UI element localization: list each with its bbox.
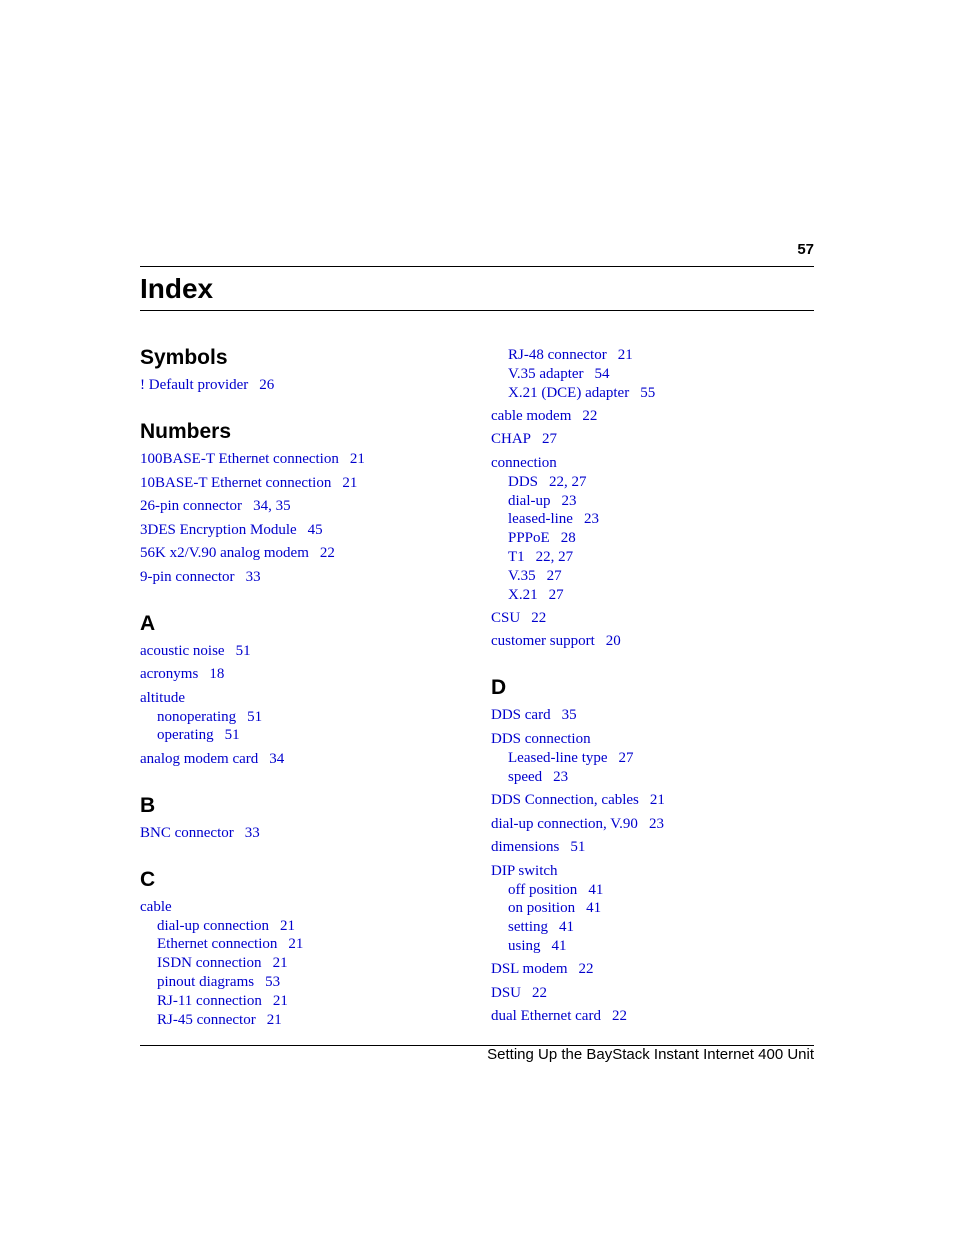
index-entry[interactable]: DDS card 35 [491, 707, 577, 724]
index-subentry[interactable]: dial-up 23 [508, 492, 577, 509]
section-heading-d: D [491, 676, 507, 700]
index-subentry[interactable]: using 41 [508, 937, 567, 954]
section-heading-c: C [140, 867, 156, 891]
index-subentry[interactable]: leased-line 23 [508, 511, 599, 528]
index-subentry[interactable]: setting 41 [508, 919, 574, 936]
index-subentry[interactable]: dial-up connection 21 [157, 917, 296, 934]
section-heading-symbols: Symbols [140, 346, 228, 369]
index-entry-parent[interactable]: DIP switch [491, 862, 558, 879]
index-subentry[interactable]: X.21 (DCE) adapter 55 [508, 384, 656, 401]
index-entry[interactable]: customer support 20 [491, 633, 621, 650]
index-subentry[interactable]: DDS 22, 27 [508, 473, 587, 490]
index-entry[interactable]: cable modem 22 [491, 407, 598, 424]
index-entry[interactable]: 100BASE-T Ethernet connection 21 [140, 451, 365, 467]
index-entry[interactable]: acronyms 18 [140, 666, 225, 682]
index-subentry[interactable]: speed 23 [508, 768, 569, 785]
index-subentry[interactable]: X.21 27 [508, 586, 564, 603]
index-entry[interactable]: CSU 22 [491, 609, 547, 626]
section-heading-b: B [140, 793, 156, 817]
index-entry-parent[interactable]: altitude [140, 689, 185, 706]
index-entry[interactable]: 26-pin connector 34, 35 [140, 498, 291, 514]
index-entry[interactable]: ! Default provider 26 [140, 377, 275, 393]
index-right-column [491, 346, 811, 1026]
title-top-rule [140, 266, 814, 267]
index-entry-parent[interactable]: DDS connection [491, 730, 591, 747]
index-entry[interactable]: DSU 22 [491, 984, 548, 1001]
index-subentry[interactable]: V.35 27 [508, 567, 562, 584]
index-subentry[interactable]: nonoperating 51 [157, 708, 263, 725]
footer-title: Setting Up the BayStack Instant Internet 400 Unit [487, 1046, 814, 1063]
index-subentry[interactable]: on position 41 [508, 900, 602, 917]
index-left-column [140, 338, 460, 1029]
index-subentry[interactable]: RJ-48 connector 21 [508, 347, 633, 363]
index-entry[interactable]: 56K x2/V.90 analog modem 22 [140, 545, 335, 561]
index-entry[interactable]: 10BASE-T Ethernet connection 21 [140, 474, 358, 491]
index-subentry[interactable]: RJ-45 connector 21 [157, 1011, 282, 1028]
index-subentry[interactable]: V.35 adapter 54 [508, 365, 610, 382]
index-entry[interactable]: DSL modem 22 [491, 961, 594, 978]
index-entry[interactable]: CHAP 27 [491, 431, 558, 448]
index-entry[interactable]: dimensions 51 [491, 839, 586, 856]
index-entry-parent[interactable]: connection [491, 454, 557, 471]
section-heading-a: A [140, 611, 156, 635]
index-entry[interactable]: dial-up connection, V.90 23 [491, 815, 664, 832]
index-entry-parent[interactable]: cable [140, 898, 172, 915]
page-number: 57 [797, 241, 814, 258]
index-entry[interactable]: analog modem card 34 [140, 750, 285, 767]
index-entry[interactable]: 9-pin connector 33 [140, 568, 261, 585]
index-subentry[interactable]: pinout diagrams 53 [157, 973, 281, 990]
index-subentry[interactable]: RJ-11 connection 21 [157, 992, 288, 1009]
section-heading-numbers: Numbers [140, 420, 232, 443]
index-entry[interactable]: dual Ethernet card 22 [491, 1008, 627, 1025]
index-entry[interactable]: acoustic noise 51 [140, 642, 251, 659]
title-bottom-rule [140, 310, 814, 311]
index-subentry[interactable]: Leased-line type 27 [508, 749, 634, 766]
index-subentry[interactable]: T1 22, 27 [508, 549, 574, 566]
index-entry[interactable]: 3DES Encryption Module 45 [140, 521, 323, 538]
index-entry[interactable]: BNC connector 33 [140, 824, 260, 841]
index-subentry[interactable]: ISDN connection 21 [157, 955, 288, 972]
index-subentry[interactable]: operating 51 [157, 727, 240, 744]
index-subentry[interactable]: PPPoE 28 [508, 530, 576, 547]
index-subentry[interactable]: off position 41 [508, 881, 604, 898]
index-entry[interactable]: DDS Connection, cables 21 [491, 792, 665, 809]
index-subentry[interactable]: Ethernet connection 21 [157, 936, 304, 953]
page-title: Index [140, 273, 214, 304]
